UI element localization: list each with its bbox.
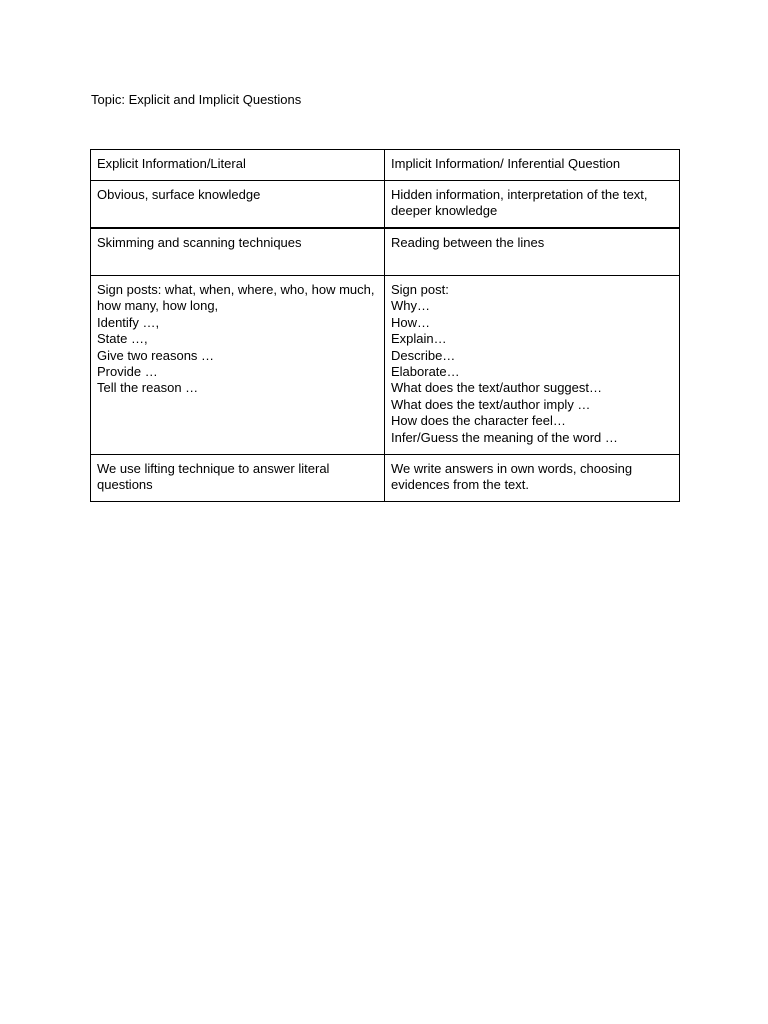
signpost-line: Sign post:	[391, 282, 449, 297]
signpost-line: What does the text/author imply …	[391, 396, 591, 412]
explicit-implicit-table	[90, 149, 680, 502]
signpost-line: Identify …,	[97, 314, 160, 330]
cell-implicit-answering: We write answers in own words, choosing evidences from the text.	[385, 455, 680, 502]
header-explicit: Explicit Information/Literal	[91, 150, 385, 181]
cell-explicit-knowledge: Obvious, surface knowledge	[91, 181, 385, 229]
signpost-line: How does the character feel…	[391, 413, 566, 429]
header-implicit: Implicit Information/ Inferential Question	[385, 150, 680, 181]
table-row	[91, 228, 680, 276]
page-title: Topic: Explicit and Implicit Questions	[91, 92, 302, 107]
signpost-line: Describe…	[391, 347, 456, 363]
cell-explicit-signposts	[91, 276, 385, 455]
signpost-line: Provide …	[97, 364, 158, 380]
signpost-line: Give two reasons …	[97, 347, 215, 363]
signpost-line: Why…	[391, 298, 430, 314]
cell-implicit-signposts	[385, 276, 680, 455]
signpost-line: How…	[391, 314, 431, 330]
signpost-line: Elaborate…	[391, 364, 460, 380]
signpost-line: State …,	[97, 331, 148, 347]
cell-explicit-answering: We use lifting technique to answer literal questions	[91, 455, 385, 502]
signpost-line: Infer/Guess the meaning of the word …	[391, 429, 618, 445]
signpost-line: Explain…	[391, 331, 447, 347]
cell-implicit-knowledge: Hidden information, interpretation of the text, deeper knowledge	[385, 181, 680, 229]
cell-explicit-technique: Skimming and scanning techniques	[91, 228, 385, 276]
table-row	[91, 276, 680, 455]
table-row	[91, 181, 680, 229]
signpost-line: Tell the reason …	[97, 380, 199, 396]
table-row	[91, 455, 680, 502]
cell-implicit-technique: Reading between the lines	[385, 228, 680, 276]
signpost-line: What does the text/author suggest…	[391, 380, 603, 396]
signpost-line: Sign posts: what, when, where, who, how much, how many, how long,	[97, 282, 375, 314]
table-header-row	[91, 150, 680, 181]
